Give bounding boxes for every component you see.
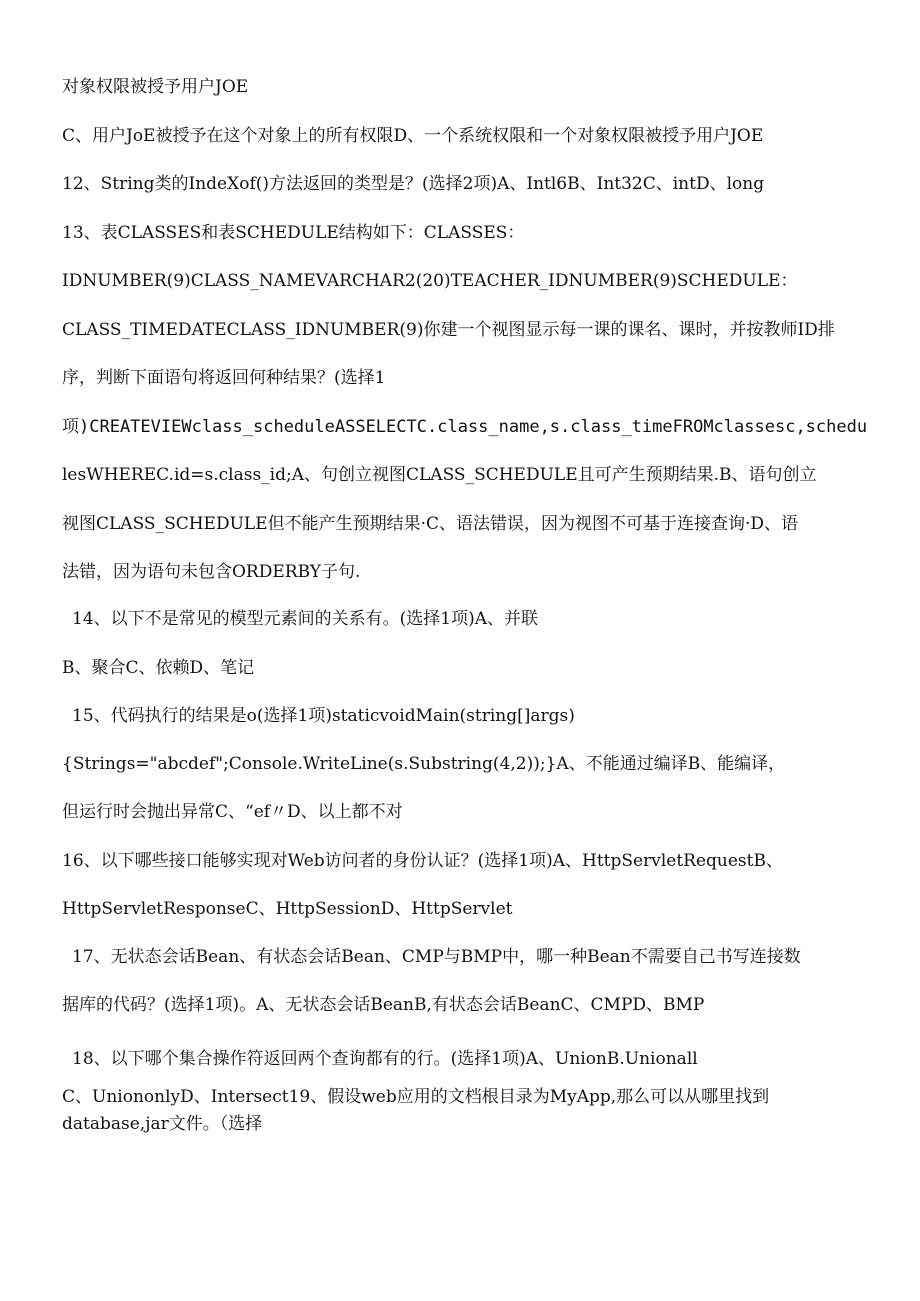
text-line: C、UniononlyD、Intersect19、假设web应用的文档根目录为MyApp,那么可以从哪里找到 [62,1087,770,1107]
text-line: 12、String类的IndeXof()方法返回的类型是？(选择2项)A、Intl6B、Int32C、intD、long [62,174,765,194]
text-line: B、聚合C、依赖D、笔记 [62,658,255,678]
text-line: 13、表CLASSES和表SCHEDULE结构如下：CLASSES： [62,223,525,243]
text-line: 据库的代码？(选择1项)。A、无状态会话BeanB,有状态会话BeanC、CMPD、BMP [62,995,705,1015]
text-line: 18、以下哪个集合操作符返回两个查询都有的行。(选择1项)A、UnionB.Unionall [72,1049,698,1069]
text-line: {Strings="abcdef";Console.WriteLine(s.Substring(4,2));}A、不能通过编译B、能编译， [62,754,786,774]
text-line: 16、以下哪些接口能够实现对Web访问者的身份认证？(选择1项)A、HttpServletRequestB、 [62,851,783,871]
text-line: 法错，因为语句未包含ORDERBY子句. [62,562,361,582]
text-line: 15、代码执行的结果是o(选择1项)staticvoidMain(string[]args) [72,706,575,726]
text-line: 14、以下不是常见的模型元素间的关系有。(选择1项)A、并联 [72,609,538,629]
text-line: 17、无状态会话Bean、有状态会话Bean、CMP与BMP中，哪一种Bean不需要自己书写连接数 [72,947,801,967]
text-line: database,jar文件。（选择 [62,1114,263,1134]
text-line: 视图CLASS_SCHEDULE但不能产生预期结果·C、语法错误，因为视图不可基于连接查询·D、语 [62,514,799,534]
text-line: 对象权限被授予用户JOE [62,77,249,97]
text-line: IDNUMBER(9)CLASS_NAMEVARCHAR2(20)TEACHER_IDNUMBER(9)SCHEDULE： [62,271,798,291]
text-line: 序，判断下面语句将返回何种结果？(选择1 [62,368,386,388]
text-line: 但运行时会抛出异常C、“ef〃D、以上都不对 [62,802,403,822]
text-line: CLASS_TIMEDATECLASS_IDNUMBER(9)你建一个视图显示每一课的课名、课时，并按教师ID排 [62,320,835,340]
text-line: lesWHEREC.id=s.class_id;A、句创立视图CLASS_SCHEDULE且可产生预期结果.B、语句创立 [62,465,817,485]
text-line: C、用户JoE被授予在这个对象上的所有权限D、一个系统权限和一个对象权限被授予用户JOE [62,126,764,146]
text-line: 项)CREATEVIEWclass_scheduleASSELECTC.class_name,s.class_timeFROMclassesc,schedu [62,417,868,437]
text-line: HttpServletResponseC、HttpSessionD、HttpServlet [62,899,513,919]
